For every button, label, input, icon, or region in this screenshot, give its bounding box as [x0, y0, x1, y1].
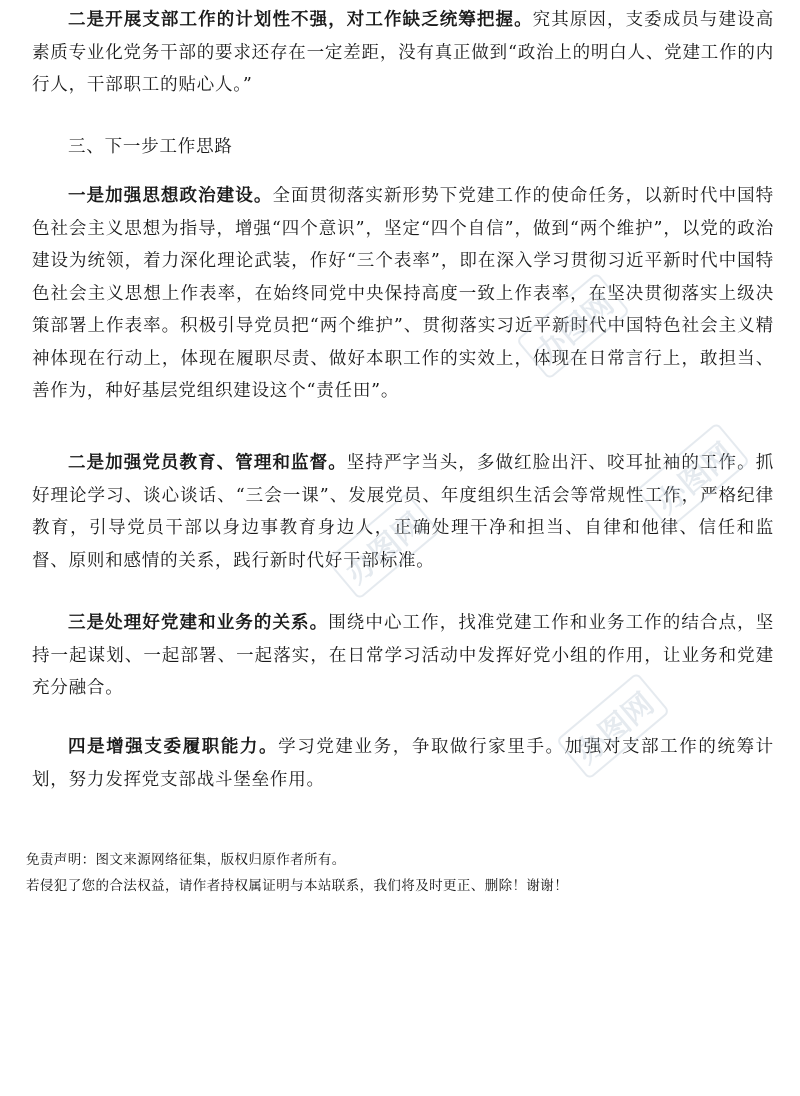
paragraph-5-lead: 四是增强支委履职能力。 — [68, 737, 279, 757]
paragraph-1 — [32, 4, 774, 102]
paragraph-2-body: 全面贯彻落实新形势下党建工作的使命任务，以新时代中国特色社会主义思想为指导，增强“四个意识”，坚定“四个自信”，做到“两个维护”，以党的政治建设为统领，着力深化理论武装，作好“三个表率”，即在深入学习贯彻习近平新时代中国特色社会主义思想上作表率，在始终同党中央保持高度一致上作表率，在坚决贯彻落实上级决策部署上作表率。积极引导党员把“两个维护”、贯彻落实习近平新时代中国特色社会主义精神体现在行动上，体现在履职尽责、做好本职工作的实效上，体现在日常言行上，敢担当、善作为，种好基层党组织建设这个“责任田”。 — [32, 186, 774, 401]
paragraph-1-lead: 二是开展支部工作的计划性不强，对工作缺乏统筹把握。 — [68, 10, 533, 30]
paragraph-4-lead: 三是处理好党建和业务的关系。 — [68, 613, 329, 633]
disclaimer-line-2: 若侵犯了您的合法权益，请作者持权属证明与本站联系，我们将及时更正、删除！谢谢！ — [26, 878, 569, 894]
paragraph-1-body: 究其原因，支委成员与建设高素质专业化党务干部的要求还存在一定差距，没有真正做到“政治上的明白人、党建工作的内行人，干部职工的贴心人。” — [32, 10, 774, 95]
section-heading: 三、下一步工作思路 — [68, 137, 233, 157]
paragraph-2 — [32, 180, 774, 408]
watermark-stamp: 办图网 — [516, 272, 631, 380]
paragraph-2-lead: 一是加强思想政治建设。 — [68, 186, 273, 206]
watermark-stamp: 办图网 — [326, 492, 441, 600]
paragraph-4-body: 围绕中心工作，找准党建工作和业务工作的结合点，坚持一起谋划、一起部署、一起落实，在日常学习活动中发挥好党小组的作用，让业务和党建充分融合。 — [32, 613, 775, 698]
paragraph-3 — [32, 447, 774, 577]
paragraph-5 — [32, 731, 774, 796]
paragraph-5-body: 学习党建业务，争取做行家里手。加强对支部工作的统筹计划，努力发挥党支部战斗堡垒作用。 — [32, 737, 774, 790]
watermark-stamp: 办图网 — [636, 422, 751, 530]
paragraph-3-lead: 二是加强党员教育、管理和监督。 — [68, 453, 347, 473]
paragraph-4 — [32, 607, 774, 705]
disclaimer-line-1: 免责声明：图文来源网络征集，版权归原作者所有。 — [26, 852, 346, 868]
paragraph-3-body: 坚持严字当头，多做红脸出汗、咬耳扯袖的工作。抓好理论学习、谈心谈话、“三会一课”、发展党员、年度组织生活会等常规性工作，严格纪律教育，引导党员干部以身边事教育身边人，正确处理干净和担当、自律和他律、信任和监督、原则和感情的关系，践行新时代好干部标准。 — [32, 453, 774, 571]
watermark-stamp: 办图网 — [556, 672, 671, 780]
